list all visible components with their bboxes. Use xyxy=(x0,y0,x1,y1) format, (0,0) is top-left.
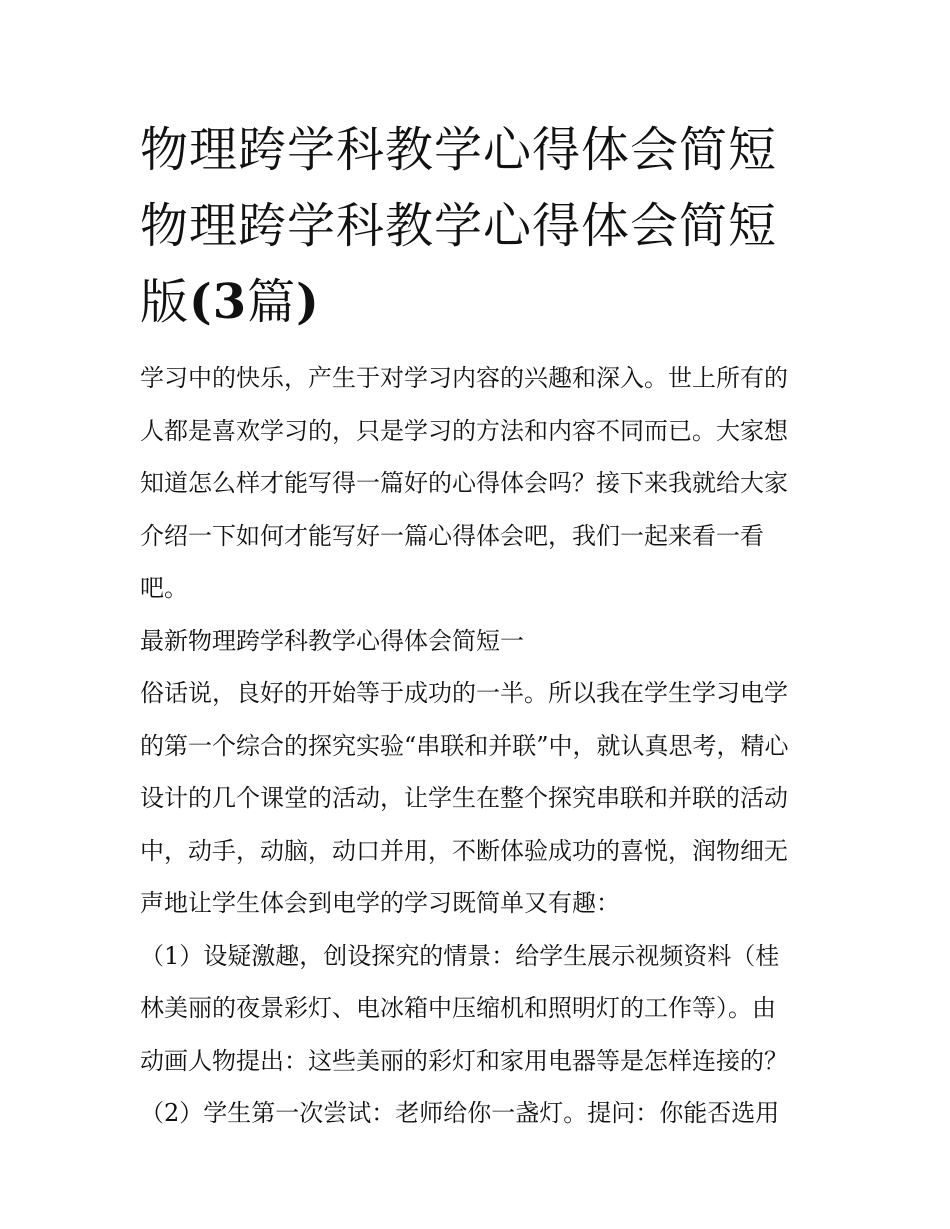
step-1-paragraph xyxy=(140,930,820,1088)
title-version-prefix: 版 xyxy=(140,274,190,330)
intro-paragraph xyxy=(140,352,820,615)
title-count-unit: 篇 xyxy=(247,274,297,330)
text-line: 知道怎么样才能写得一篇好的心得体会吗？接下来我就给大家 xyxy=(140,469,788,497)
text-line: 俗话说，良好的开始等于成功的一半。所以我在学生学习电学 xyxy=(140,679,788,707)
step-2-paragraph xyxy=(140,1087,820,1140)
text-line: 声地让学生体会到电学的学习既简单又有趣： xyxy=(140,889,620,917)
document-title xyxy=(140,112,820,340)
text-line: 的第一个综合的探究实验“串联和并联”中，就认真思考，精心 xyxy=(140,731,789,760)
text-line: 吧。 xyxy=(140,574,188,602)
section-heading xyxy=(140,615,820,668)
text-line: 介绍一下如何才能写好一篇心得体会吧，我们一起来看一看 xyxy=(140,521,764,550)
title-line: 物理跨学科教学心得体会简短 xyxy=(140,198,778,254)
title-count-close: ) xyxy=(296,274,320,330)
text-line: 设计的几个课堂的活动，让学生在整个探究串联和并联的活动 xyxy=(140,784,788,812)
document-page xyxy=(140,112,820,1140)
text-line: 林美丽的夜景彩灯、电冰箱中压缩机和照明灯的工作等）。由 xyxy=(140,994,776,1022)
text-line: 学习中的快乐，产生于对学习内容的兴趣和深入。世上所有的 xyxy=(140,364,788,392)
text-line: （1）设疑激趣，创设探究的情景：给学生展示视频资料（桂 xyxy=(140,941,780,970)
title-line: 物理跨学科教学心得体会简短 xyxy=(140,122,778,178)
title-count-open: (3 xyxy=(189,274,248,330)
text-line: 人都是喜欢学习的，只是学习的方法和内容不同而已。大家想 xyxy=(140,416,788,445)
section-paragraph xyxy=(140,667,820,930)
section-heading-text: 最新物理跨学科教学心得体会简短一 xyxy=(140,626,524,655)
title-line xyxy=(140,264,820,340)
text-line: （2）学生第一次尝试：老师给你一盏灯。提问：你能否选用 xyxy=(140,1099,780,1127)
text-line: 动画人物提出：这些美丽的彩灯和家用电器等是怎样连接的？ xyxy=(140,1046,788,1075)
document-body xyxy=(140,352,820,1140)
text-line: 中，动手，动脑，动口并用，不断体验成功的喜悦，润物细无 xyxy=(140,836,788,865)
